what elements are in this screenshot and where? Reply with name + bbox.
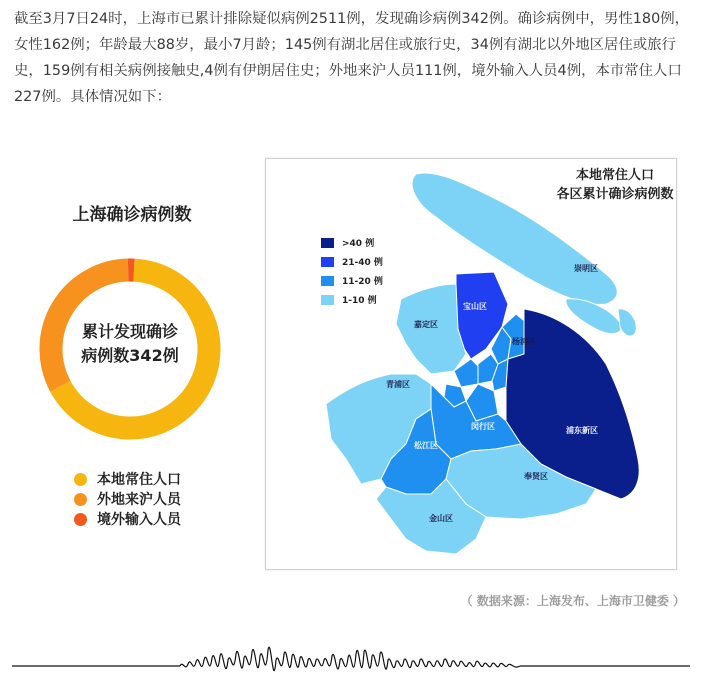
map-label-songjiang: 松江区 <box>414 441 438 450</box>
donut-legend-item <box>74 469 181 489</box>
donut-center-line2: 病例数342例 <box>81 346 179 365</box>
map-legend-label: 21-40 例 <box>342 258 383 268</box>
map-legend-label: >40 例 <box>342 239 375 249</box>
donut-legend-label: 本地常住人口 <box>97 472 181 488</box>
map-label-chongming: 崇明区 <box>574 264 598 273</box>
map-region-changxing <box>566 299 622 334</box>
map-label-baoshan: 宝山区 <box>463 302 487 311</box>
legend-dot-icon <box>74 513 87 526</box>
donut-center-label <box>37 320 223 368</box>
donut-legend-label: 外地来沪人员 <box>97 492 181 508</box>
map-legend-item <box>321 271 383 290</box>
map-label-yangpu: 杨浦区 <box>512 337 536 346</box>
soundwave-divider <box>0 630 703 697</box>
map-title <box>555 166 675 204</box>
legend-dot-icon <box>74 493 87 506</box>
map-region-jiading <box>396 284 466 374</box>
donut-chart-title: 上海确诊病例数 <box>72 205 192 225</box>
legend-swatch-icon <box>321 276 334 286</box>
map-legend-label: 11-20 例 <box>342 277 383 287</box>
map-title-line1: 本地常住人口 <box>575 168 654 183</box>
map-title-line2: 各区累计确诊病例数 <box>556 187 674 202</box>
donut-center-line1: 累计发现确诊 <box>81 322 178 341</box>
map-legend-item <box>321 290 383 309</box>
donut-legend-item <box>74 489 181 509</box>
intro-paragraph: 截至3月7日24时，上海市已累计排除疑似病例2511例，发现确诊病例342例。确诊病例中，男性180例，女性162例；年龄最大88岁，最小7月龄；145例有湖北居住或旅行史，34例有湖北以外地区居住或旅行史，159例有相关病例接触史,4例有伊朗居住史；外地来沪人员111例，境外输入人员4例，本市常住人口227例。具体情况如下： <box>14 11 690 105</box>
map-label-fengxian: 奉贤区 <box>524 472 548 481</box>
map-label-jiading: 嘉定区 <box>414 320 438 329</box>
map-legend <box>321 233 383 309</box>
donut-legend <box>74 469 181 529</box>
map-legend-label: 1-10 例 <box>342 296 377 306</box>
district-map-frame <box>265 158 677 570</box>
map-legend-item <box>321 252 383 271</box>
source-note: （ 数据来源：上海发布、上海市卫健委 ） <box>460 594 685 608</box>
legend-swatch-icon <box>321 257 334 267</box>
map-label-jinshan: 金山区 <box>429 514 453 523</box>
legend-dot-icon <box>74 473 87 486</box>
legend-swatch-icon <box>321 238 334 248</box>
legend-swatch-icon <box>321 295 334 305</box>
donut-legend-label: 境外输入人员 <box>97 512 181 528</box>
map-label-minhang: 闵行区 <box>471 422 495 431</box>
shanghai-district-map <box>266 159 676 569</box>
map-region-hengsha <box>618 309 636 336</box>
map-label-qingpu: 青浦区 <box>386 380 410 389</box>
donut-legend-item <box>74 509 181 529</box>
map-label-pudong: 浦东新区 <box>566 426 598 435</box>
map-legend-item <box>321 233 383 252</box>
